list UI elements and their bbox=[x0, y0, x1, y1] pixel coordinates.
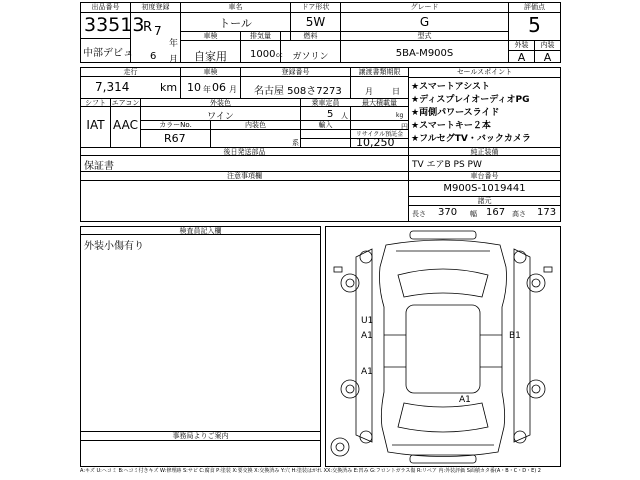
recycle-status-day: 日 bbox=[392, 87, 400, 96]
inspection-use: 自家用 bbox=[194, 50, 227, 63]
recycle-unit: 円 bbox=[401, 123, 408, 131]
label-car-name: 車名 bbox=[228, 3, 243, 11]
office-title: 事務局よりご案内 bbox=[172, 432, 229, 440]
damage-mark: A1 bbox=[361, 367, 373, 377]
shaken-year-unit: 年 bbox=[203, 85, 211, 94]
label-aircon: エアコン bbox=[111, 99, 140, 107]
recycle-amount: 10,250 bbox=[356, 136, 395, 149]
label-import: 輸入 bbox=[318, 121, 333, 129]
label-fuel: 燃料 bbox=[303, 32, 318, 40]
doors-shape: 5W bbox=[305, 15, 326, 29]
sales-point-item: ★フルセグTV・バックカメラ bbox=[411, 134, 531, 144]
lot-number: 33513 bbox=[84, 14, 145, 36]
label-score: 評価点 bbox=[524, 3, 545, 11]
label-capacity: 乗車定員 bbox=[311, 99, 340, 107]
aircon: AAC bbox=[113, 118, 138, 132]
label-doors-shape: ドア形状 bbox=[301, 3, 330, 11]
sales-point-item: ★スマートアシスト bbox=[411, 82, 490, 92]
label-first-reg: 初度登録 bbox=[141, 3, 170, 11]
label-interior: 内装 bbox=[540, 41, 555, 49]
inspector-title: 検査員記入欄 bbox=[179, 227, 222, 235]
inspector-text: 外装小傷有り bbox=[84, 241, 144, 252]
width-label: 幅 bbox=[470, 210, 477, 218]
reg-era: R bbox=[143, 20, 153, 35]
interior-grade: A bbox=[543, 51, 552, 64]
damage-mark: B1 bbox=[509, 331, 521, 341]
width-value: 167 bbox=[486, 207, 506, 218]
recycle-status-month: 月 bbox=[365, 87, 373, 96]
mileage: 7,314 bbox=[95, 80, 130, 94]
notes-title: 注意事項欄 bbox=[227, 172, 262, 180]
reg-month-unit: 月 bbox=[169, 55, 179, 65]
reg-year-unit: 年 bbox=[169, 39, 179, 49]
length-label: 長さ bbox=[412, 210, 426, 218]
fuel: ガソリン bbox=[292, 52, 329, 62]
label-color: 外装色 bbox=[210, 99, 231, 107]
shaken-month-unit: 月 bbox=[229, 85, 237, 94]
label-registration: 登録番号 bbox=[281, 68, 310, 76]
car-diagram bbox=[326, 227, 560, 466]
label-mileage: 走行 bbox=[123, 68, 138, 76]
label-inspection: 車検 bbox=[203, 32, 218, 40]
equipment-value: TV エアB PS PW bbox=[412, 160, 482, 170]
label-model-code: 型式 bbox=[417, 32, 432, 40]
label-shift: シフト bbox=[85, 99, 106, 107]
dimensions-title: 諸元 bbox=[477, 197, 492, 205]
chassis-title: 車台番号 bbox=[470, 172, 499, 180]
venue: 中部デビュ bbox=[83, 48, 133, 59]
height-value: 173 bbox=[537, 207, 557, 218]
damage-mark: A1 bbox=[459, 395, 471, 405]
capacity-unit: 人 bbox=[341, 112, 348, 120]
shaken-month: 06 bbox=[212, 81, 226, 94]
displacement-unit: cc bbox=[276, 52, 283, 59]
label-max-load: 最大積載量 bbox=[362, 99, 397, 107]
shaken-year: 10 bbox=[187, 81, 201, 94]
label-exterior: 外装 bbox=[514, 41, 529, 49]
capacity: 5 bbox=[327, 109, 334, 120]
model-code: 5BA-M900S bbox=[395, 48, 454, 59]
shift: IAT bbox=[86, 118, 105, 132]
grade: G bbox=[419, 15, 430, 29]
mileage-unit: km bbox=[160, 81, 178, 94]
displacement: 1000 bbox=[250, 49, 276, 60]
import-unit: 系 bbox=[292, 139, 299, 147]
max-load-unit: kg bbox=[396, 112, 404, 119]
damage-mark: A1 bbox=[361, 331, 373, 341]
label-displacement: 排気量 bbox=[250, 32, 271, 40]
label-color-no: カラーNo. bbox=[159, 121, 192, 129]
label-interior-color: 内装色 bbox=[245, 121, 266, 129]
reg-month: 6 bbox=[150, 51, 157, 62]
sales-points-title: セールスポイント bbox=[456, 68, 513, 76]
car-name: トール bbox=[219, 17, 252, 30]
equipment-title: 純正装備 bbox=[470, 148, 499, 156]
damage-mark: U1 bbox=[361, 316, 374, 326]
height-label: 高さ bbox=[512, 210, 526, 218]
chassis-number: M900S-1019441 bbox=[443, 183, 526, 194]
label-recycle-status: 譲渡書類期限 bbox=[358, 68, 401, 76]
sales-point-item: ★ディスプレイオーディオPG bbox=[411, 95, 530, 105]
label-shaken: 車検 bbox=[203, 68, 218, 76]
exterior-grade: A bbox=[517, 51, 526, 64]
score: 5 bbox=[528, 13, 541, 37]
sales-point-item: ★スマートキー２本 bbox=[411, 121, 491, 131]
after-parts-title: 後日発送部品 bbox=[223, 148, 266, 156]
label-recycle: リサイクル預託金 bbox=[355, 131, 404, 138]
color-number: R67 bbox=[164, 132, 186, 145]
reg-year: 7 bbox=[154, 24, 162, 38]
exterior-color: ワイン bbox=[207, 112, 234, 122]
length-value: 370 bbox=[438, 207, 458, 218]
sales-point-item: ★両側パワースライド bbox=[411, 108, 500, 118]
registration-number: 名古屋 508さ7273 bbox=[254, 86, 342, 97]
label-grade: グレード bbox=[410, 3, 439, 11]
after-parts-value: 保証書 bbox=[84, 161, 114, 172]
legend: A:キズ U:ヘコミ B:ヘコミ付きキズ W:修理跡 S:サビ C:腐食 P:塗装 X:要交換 X:交換済み Y:穴 H:塗装はがれ XX:交換済み E:凹み G:フロントガラス傷 R:リペア 内:外装評価 S面積カタ番(A・B・C・D・E) 2 bbox=[80, 468, 541, 474]
label-lot-no: 出品番号 bbox=[91, 3, 120, 11]
